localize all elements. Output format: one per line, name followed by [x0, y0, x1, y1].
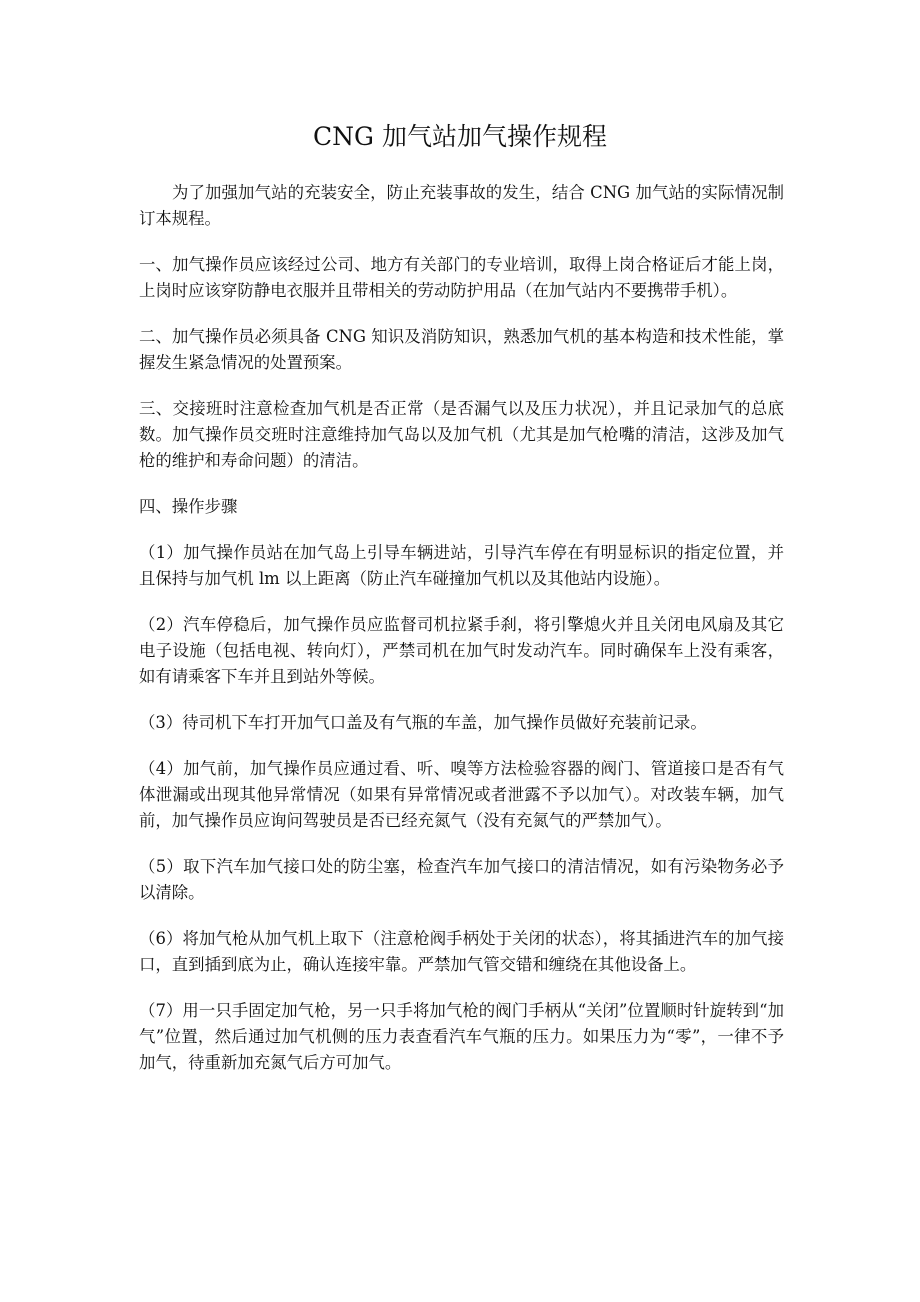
step-2-paragraph: （2）汽车停稳后，加气操作员应监督司机拉紧手刹，将引擎熄火并且关闭电风扇及其它电子设施（包括电视、转向灯），严禁司机在加气时发动汽车。同时确保车上没有乘客，如有请乘客下车并且到站外等候。	[139, 615, 784, 686]
section-1-paragraph: 一、加气操作员应该经过公司、地方有关部门的专业培训，取得上岗合格证后才能上岗，上岗时应该穿防静电衣服并且带相关的劳动防护用品（在加气站内不要携带手机）。	[139, 255, 784, 300]
document-title: CNG 加气站加气操作规程	[313, 122, 607, 151]
section-4-heading: 四、操作步骤	[139, 497, 238, 516]
step-4-paragraph: （4）加气前，加气操作员应通过看、听、嗅等方法检验容器的阀门、管道接口是否有气体泄漏或出现其他异常情况（如果有异常情况或者泄露不予以加气）。对改装车辆，加气前，加气操作员应询问驾驶员是否已经充氮气（没有充氮气的严禁加气）。	[139, 759, 784, 830]
step-7-paragraph: （7）用一只手固定加气枪，另一只手将加气枪的阀门手柄从“关闭”位置顺时针旋转到“加气”位置，然后通过加气机侧的压力表查看汽车气瓶的压力。如果压力为“零”，一律不予加气，待重新加充氮气后方可加气。	[139, 1001, 784, 1072]
document-body	[139, 180, 784, 1096]
section-2-paragraph: 二、加气操作员必须具备 CNG 知识及消防知识，熟悉加气机的基本构造和技术性能，掌握发生紧急情况的处置预案。	[139, 327, 784, 372]
step-5-paragraph: （5）取下汽车加气接口处的防尘塞，检查汽车加气接口的清洁情况，如有污染物务必予以清除。	[139, 857, 784, 902]
section-3-paragraph: 三、交接班时注意检查加气机是否正常（是否漏气以及压力状况），并且记录加气的总底数。加气操作员交班时注意维持加气岛以及加气机（尤其是加气枪嘴的清洁，这涉及加气枪的维护和寿命问题）的清洁。	[139, 399, 784, 470]
step-6-paragraph: （6）将加气枪从加气机上取下（注意枪阀手柄处于关闭的状态），将其插进汽车的加气接口，直到插到底为止，确认连接牢靠。严禁加气管交错和缠绕在其他设备上。	[139, 929, 784, 974]
step-1-paragraph: （1）加气操作员站在加气岛上引导车辆进站，引导汽车停在有明显标识的指定位置，并且保持与加气机 lm 以上距离（防止汽车碰撞加气机以及其他站内设施）。	[139, 543, 784, 588]
step-3-paragraph: （3）待司机下车打开加气口盖及有气瓶的车盖，加气操作员做好充装前记录。	[139, 713, 707, 732]
intro-paragraph: 为了加强加气站的充装安全，防止充装事故的发生，结合 CNG 加气站的实际情况制订本规程。	[139, 183, 784, 228]
